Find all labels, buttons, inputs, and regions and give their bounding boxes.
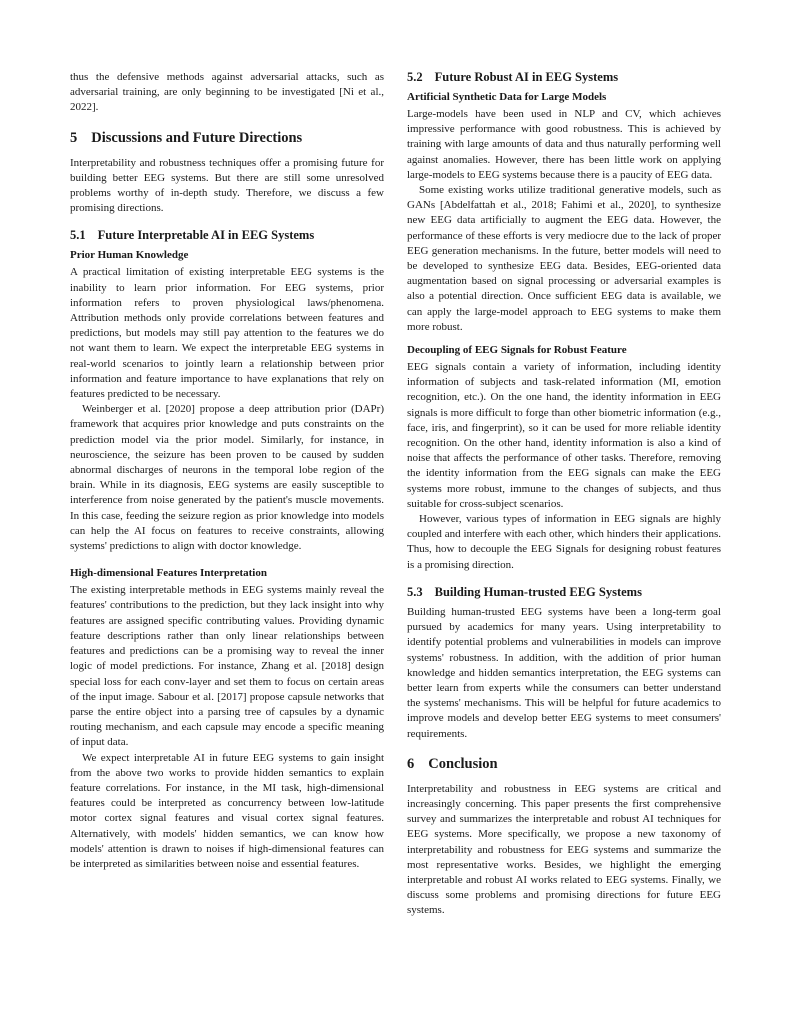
left-column [70,70,384,872]
section-number: 5.1 [70,228,86,243]
subsection-prior-knowledge-heading: Prior Human Knowledge [70,249,189,262]
conclusion-paragraph: Interpretability and robustness in EEG systems are critical and increasingly concerning. This paper presents the first comprehensive survey and summarizes the interpretable and robust AI techniques for EEG systems. More specifically, we propose a new taxonomy of interpretability and robustness for EEG systems and summarize the most representative works. Besides, we highlight the emerging interpretable and robust AI works related to EEG systems. Finally, we discuss some problems and promising directions for future EEG systems. [407,782,721,917]
subsection-decoupling-heading: Decoupling of EEG Signals for Robust Feature [407,344,627,357]
section-5-1-heading [70,228,384,243]
decoupling-paragraph-1: EEG signals contain a variety of information, including identity information of subjects and task-related information (MI, emotion recognition, etc.). On the one hand, the identity information in EEG signals is more difficult to forge than other biometric information (e.g., face, iris, and fingerprint), so it can be used for more reliable identity recognition. On the other hand, identity information is also a kind of noise that affects the performance of other tasks. Therefore, removing the identity information from the EEG signals can make the EEG systems more robust, immune to the changes of subjects, and thus suitable for cross-subject scenarios. [407,361,721,510]
section-5-2-heading [407,70,721,85]
section-5-paragraph: Interpretability and robustness techniques offer a promising future for building better EEG systems. But there are still some unresolved problems worthy of in-depth study. Therefore, we discuss a few promising directions. [70,156,384,215]
section-5-heading [70,130,384,147]
section-number: 5 [70,129,78,146]
section-title: Future Interpretable AI in EEG Systems [97,228,315,243]
section-title: Discussions and Future Directions [91,129,303,146]
section-title: Conclusion [428,755,498,772]
high-dim-paragraph-1: The existing interpretable methods in EEG systems mainly reveal the features' contributions to the prediction, but they lack insight into why features are assigned specific contributing values. Providing dynamic feature descriptions rather than only linear relationships between features and predictions can be a promising way to reveal the inner logic of model predictions. For instance, Zhang et al. [2018] design special loss for each conv-layer and set them to focus on certain areas of the input image. Sabour et al. [2017] propose capsule networks that parse the entire object into a parsing tree of capsules by a dynamic routing mechanism, and each capsule may encode a specific meaning of input data. [70,584,384,749]
section-title: Building Human-trusted EEG Systems [434,584,642,599]
section-5-3-heading [407,585,721,600]
intro-paragraph: thus the defensive methods against adversarial attacks, such as adversarial training, are only beginning to be investigated [Ni et al., 2022]. [70,71,384,114]
section-number: 5.3 [407,584,423,599]
high-dim-paragraph-2: We expect interpretable AI in future EEG systems to gain insight from the above two works to provide hidden semantics to explain feature correlations. For instance, in the MI task, high-dimensional features could be interpreted as concurrency between low-latitude motor cortex signal features and visual cortex signal features. Alternatively, with models' hidden semantics, we can know how models' attention is drawn to noises if high-dimensional features can be interpreted as similarities between noise and essential features. [70,751,384,870]
prior-knowledge-paragraph-1: A practical limitation of existing interpretable EEG systems is the inability to learn prior information. For EEG systems, prior information refers to proven physiological laws/phenomena. Attribution methods only provide correlations between features and predictions, but models may still pay attention to the features we do not want them to learn. We expect the interpretable EEG systems in real-world scenarios to jointly learn a relationship between prior information and feature importance to have explanations that rely on features predicted to be necessary. [70,266,384,401]
decoupling-paragraph-2: However, various types of information in EEG signals are highly coupled and interfere with each other, which hinders their applications. Thus, how to decouple the EEG Signals for designing robust features is a promising direction. [407,513,721,571]
synthetic-data-paragraph-1: Large-models have been used in NLP and CV, which achieves impressive performance with good robustness. This is achieved by training with large amounts of data and thus naturally performing well against anomalies. However, there has been little work on applying large-models to EEG systems because there is a paucity of EEG data. [407,108,721,181]
section-6-heading [407,756,721,773]
section-number: 6 [407,755,415,772]
prior-knowledge-paragraph-2: Weinberger et al. [2020] propose a deep attribution prior (DAPr) framework that acquires prior knowledge and puts constraints on the prediction model via the prior model. Similarly, for instance, in neuroscience, the seizure has been proven to be caused by sudden abnormal discharges of neurons in the temporal lobe region of the brain. While in its diagnosis, EEG systems are easily susceptible to interference from noise generated by the patient's muscle movements. In this case, feeding the seizure region as prior knowledge into models can help the AI focus on features to receive constraints, allowing systems' predictions to align with doctor knowledge. [70,403,384,553]
section-title: Future Robust AI in EEG Systems [434,70,619,84]
human-trusted-paragraph: Building human-trusted EEG systems have been a long-term goal pursued by academics for many years. Using interpretability to identify potential problems and vulnerabilities in models can improve systems' robustness. In addition, with the addition of prior human knowledge and hidden semantics interpretation, the EEG systems can better learn from experts while the consumers can better understand the systems' mechanisms. This will be helpful for future academics to improve models and develop better EEG systems to meet consumers' requirements. [407,605,721,740]
subsection-synthetic-data-heading: Artificial Synthetic Data for Large Models [407,91,607,103]
section-number: 5.2 [407,70,423,84]
subsection-high-dim-heading: High-dimensional Features Interpretation [70,567,267,580]
right-column [407,70,721,919]
synthetic-data-paragraph-2: Some existing works utilize traditional generative models, such as GANs [Abdelfattah et al., 2018; Fahimi et al., 2020], to synthesize new EEG data artificially to augment the EEG data. However, the performance of these efforts is very mediocre due to the lack of proper EEG generation mechanisms. In the future, better models will need to be developed to synthesize EEG data. Besides, EEG-oriented data augmentation based on signal processing or adversarial examples is also a potential direction. Once sufficient EEG data is available, we can apply the large-model approach to EEG systems to make them more robust. [407,184,721,333]
